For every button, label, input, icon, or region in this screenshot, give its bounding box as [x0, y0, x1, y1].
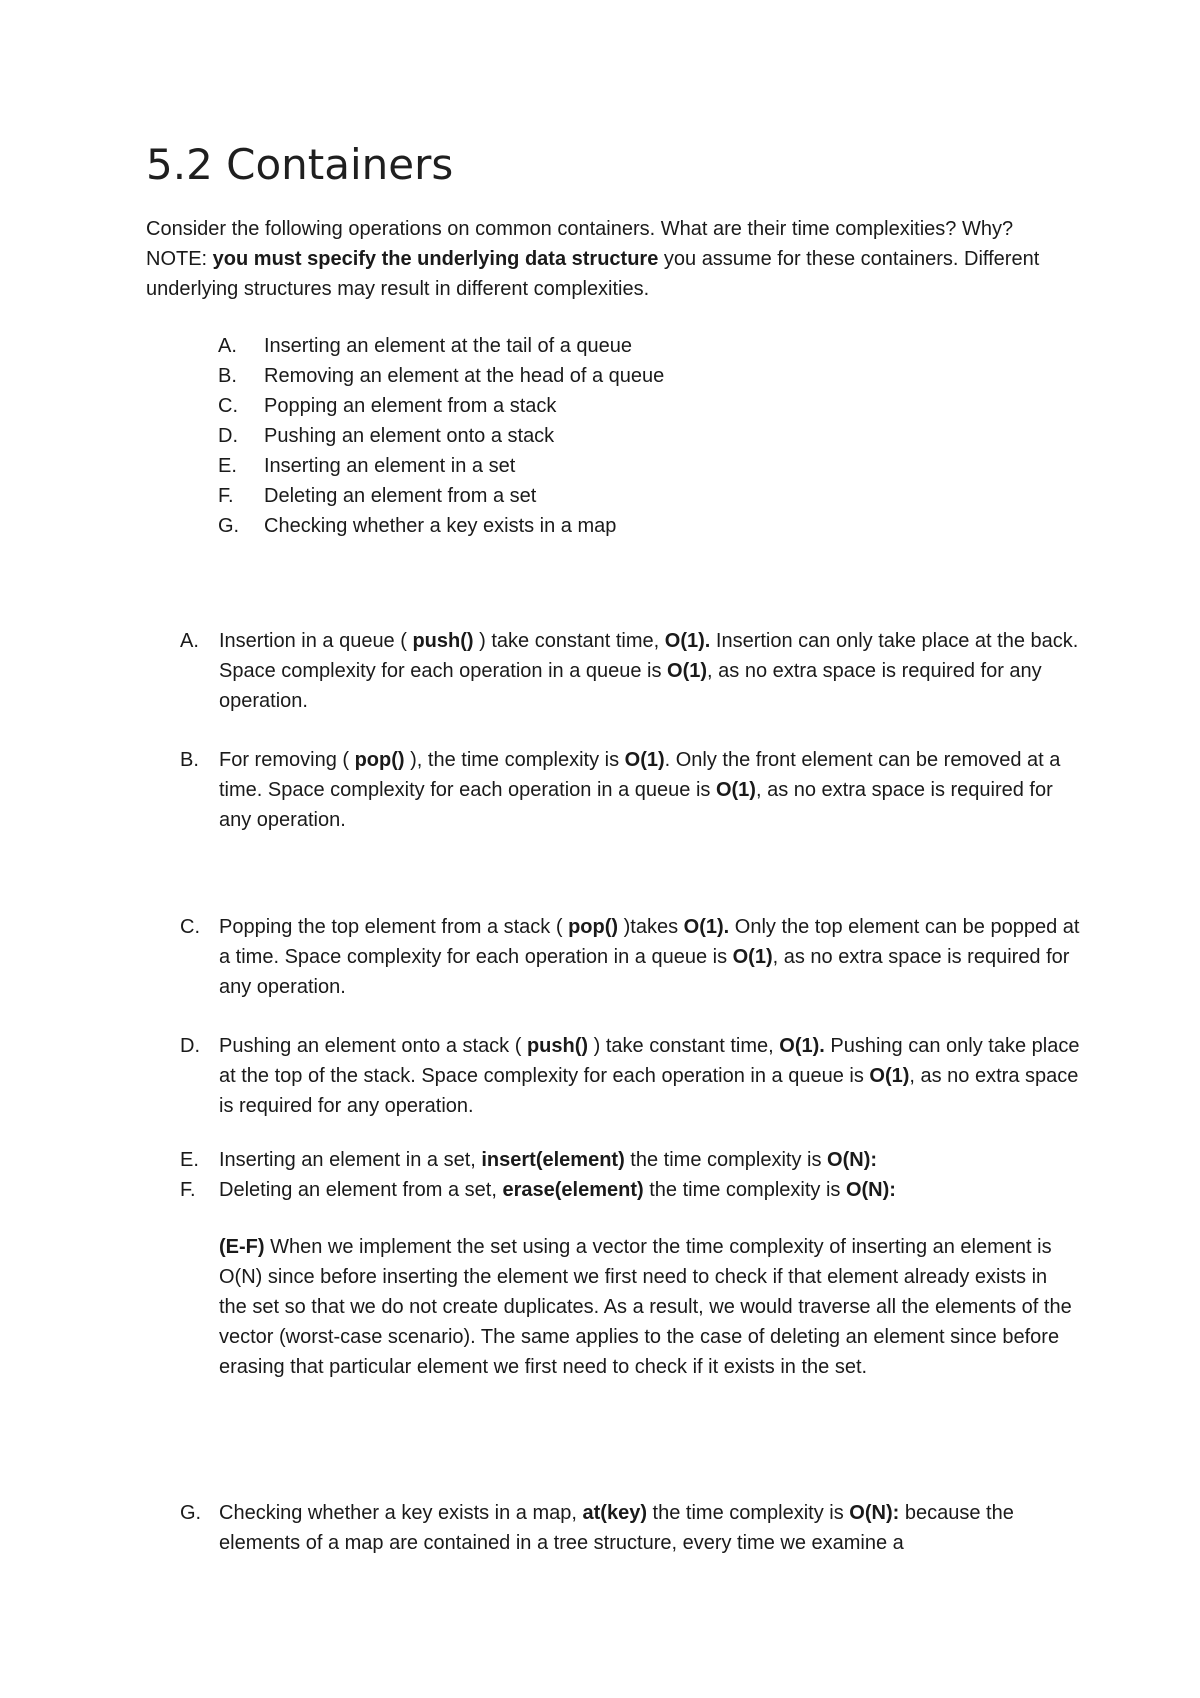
- answer-a: [180, 626, 1080, 716]
- answer-d: [180, 1031, 1080, 1121]
- answer-bold: erase(element): [502, 1179, 644, 1201]
- answer-text: Pushing can only take place at the top of the stack. Space complexity for each operation in a queue is: [219, 1035, 1080, 1087]
- answer-text: Only the top element can be popped at a time. Space complexity for each operation in a queue is: [219, 916, 1080, 968]
- answer-body: [219, 1498, 1080, 1558]
- question-letter: G.: [218, 515, 240, 537]
- answer-text: Popping the top element from a stack (: [219, 916, 569, 938]
- question-text: Removing an element at the head of a queue: [264, 365, 665, 387]
- answer-bold: O(1).: [683, 916, 730, 938]
- answer-bold: push(): [412, 630, 474, 652]
- question-letter: C.: [218, 395, 238, 417]
- answer-body: [219, 1145, 1080, 1175]
- answer-bold: O(1): [715, 779, 756, 801]
- answer-text: , as no extra space is required for any operation.: [219, 779, 1053, 831]
- intro-text-2: you assume for these containers. Different underlying structures may result in different complexities.: [146, 248, 1040, 300]
- answer-body: [219, 745, 1080, 835]
- answer-bold: O(1).: [779, 1035, 825, 1057]
- answer-text: ), the time complexity is: [404, 749, 625, 771]
- answer-bold: O(1): [732, 946, 773, 968]
- question-letter: E.: [218, 455, 237, 477]
- intro-text-1: Consider the following operations on common containers. What are their time complexities? Why? NOTE:: [146, 218, 1014, 270]
- question-letter: F.: [218, 485, 234, 507]
- answer-letter: F.: [180, 1179, 196, 1201]
- answer-f: [180, 1175, 1080, 1205]
- answer-text: Inserting an element in a set,: [219, 1149, 482, 1171]
- question-item: [210, 361, 664, 391]
- answer-ef-note: [219, 1232, 1079, 1382]
- question-letter: D.: [218, 425, 238, 447]
- answer-bold: O(N):: [845, 1179, 896, 1201]
- answer-bold: pop(): [354, 749, 405, 771]
- answer-text: Insertion can only take place at the back. Space complexity for each operation in a queue is: [219, 630, 1079, 682]
- answer-bold: O(1): [667, 660, 708, 682]
- answer-text: the time complexity is: [647, 1502, 850, 1524]
- answer-body: [219, 626, 1080, 716]
- answer-text: For removing (: [219, 749, 355, 771]
- answer-bold: O(N):: [827, 1149, 878, 1171]
- question-item: [210, 511, 664, 541]
- answer-bold: push(): [526, 1035, 589, 1057]
- answer-bold: O(1).: [664, 630, 711, 652]
- question-text: Deleting an element from a set: [264, 485, 537, 507]
- answer-letter: B.: [180, 749, 199, 771]
- answer-text: . Only the front element can be removed at a time. Space complexity for each operation in a queue is: [219, 749, 1061, 801]
- question-text: Popping an element from a stack: [264, 395, 557, 417]
- answer-letter: G.: [180, 1502, 202, 1524]
- answer-b: [180, 745, 1080, 835]
- question-item: [210, 481, 664, 511]
- answer-text: When we implement the set using a vector the time complexity of inserting an element is O(N) since before inserting the element we first need to check if that element already exists in the set so that we do not create duplicates. As a result, we would traverse all the elements of the vector (worst-case scenario). The same applies to the case of deleting an element since before erasing that particular element we first need to check if it exists in the set.: [219, 1236, 1072, 1378]
- answer-text: Insertion in a queue (: [219, 630, 413, 652]
- answer-letter: A.: [180, 630, 199, 652]
- page-title: 5.2 Containers: [146, 140, 454, 189]
- answer-body: [219, 1031, 1080, 1121]
- question-letter: B.: [218, 365, 237, 387]
- answer-text: , as no extra space is required for any operation.: [219, 946, 1070, 998]
- answer-text: the time complexity is: [643, 1179, 846, 1201]
- answer-text: , as no extra space is required for any operation.: [219, 1065, 1079, 1117]
- answer-bold: O(1): [624, 749, 665, 771]
- question-text: Inserting an element in a set: [264, 455, 516, 477]
- answer-text: the time complexity is: [624, 1149, 828, 1171]
- answer-text: , as no extra space is required for any operation.: [219, 660, 1042, 712]
- question-letter: A.: [218, 335, 237, 357]
- answer-bold: O(1): [869, 1065, 910, 1087]
- question-item: [210, 391, 664, 421]
- answer-text: )takes: [618, 916, 684, 938]
- question-text: Checking whether a key exists in a map: [264, 515, 617, 537]
- answer-text: Checking whether a key exists in a map,: [219, 1502, 583, 1524]
- answer-letter: C.: [180, 916, 200, 938]
- answer-letter: D.: [180, 1035, 200, 1057]
- question-list: [210, 331, 664, 541]
- answer-text: because the elements of a map are contained in a tree structure, every time we examine a: [219, 1502, 1014, 1554]
- answer-e: [180, 1145, 1080, 1175]
- answer-bold: (E-F): [219, 1236, 265, 1258]
- answer-text: Deleting an element from a set,: [219, 1179, 503, 1201]
- answer-letter: E.: [180, 1149, 199, 1171]
- answer-text: ) take constant time,: [473, 630, 665, 652]
- answer-text: Pushing an element onto a stack (: [219, 1035, 527, 1057]
- answer-body: [219, 912, 1080, 1002]
- answer-bold: pop(): [568, 916, 619, 938]
- intro-bold-note: you must specify the underlying data structure: [212, 248, 659, 270]
- answer-c: [180, 912, 1080, 1002]
- answer-text: ) take constant time,: [588, 1035, 780, 1057]
- answer-bold: insert(element): [481, 1149, 625, 1171]
- question-text: Inserting an element at the tail of a queue: [264, 335, 633, 357]
- intro-paragraph: [146, 214, 1076, 304]
- question-item: [210, 421, 664, 451]
- answer-g: [180, 1498, 1080, 1558]
- answer-bold: at(key): [582, 1502, 647, 1524]
- question-item: [210, 451, 664, 481]
- question-text: Pushing an element onto a stack: [264, 425, 555, 447]
- answer-bold: O(N):: [849, 1502, 900, 1524]
- question-item: [210, 331, 664, 361]
- answer-body: [219, 1175, 1080, 1205]
